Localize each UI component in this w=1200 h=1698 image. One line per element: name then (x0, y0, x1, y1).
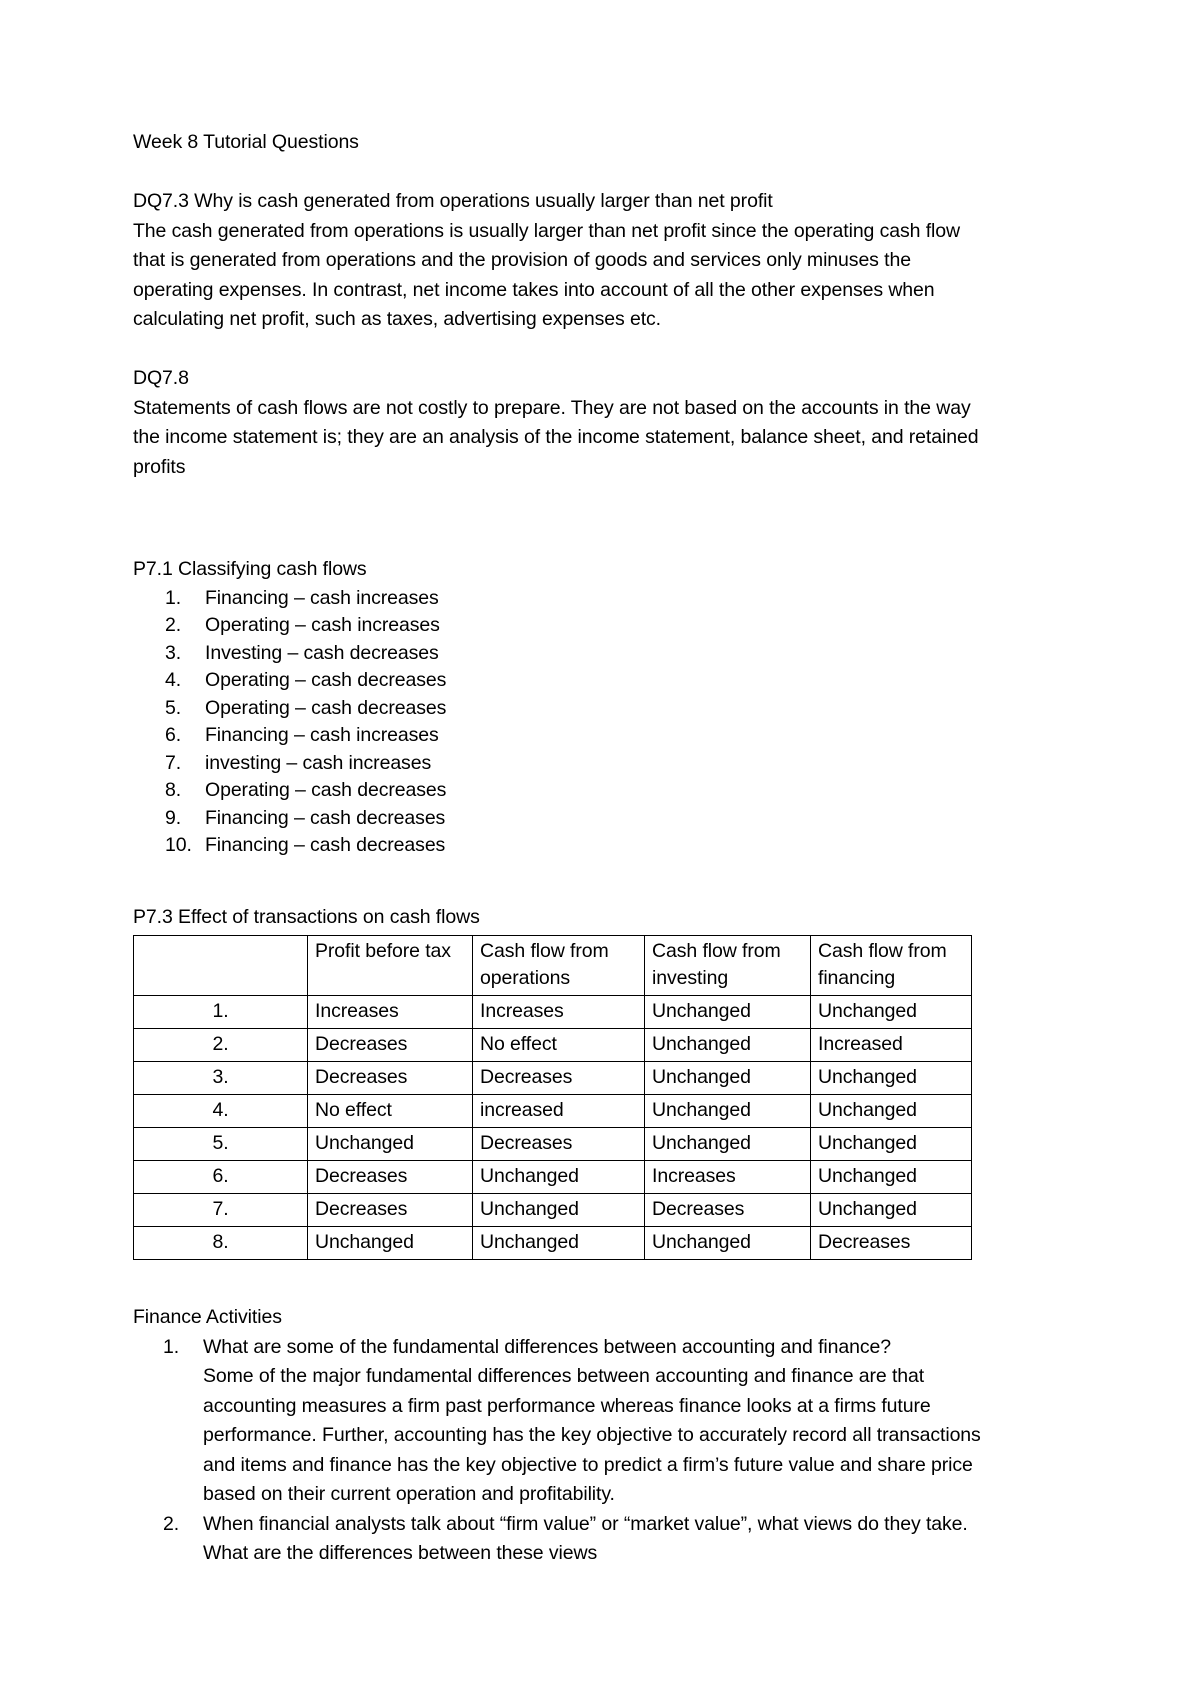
list-item (133, 722, 991, 750)
list-item-number: 4. (165, 669, 182, 691)
table-cell: Decreases (308, 1061, 473, 1094)
list-item-label: Operating – cash decreases (205, 669, 447, 691)
table-cell: Unchanged (811, 1094, 972, 1127)
table-cell: Increases (645, 1160, 811, 1193)
table-cell: Increases (473, 995, 645, 1028)
table-cell: Decreases (308, 1160, 473, 1193)
spacer (133, 889, 991, 903)
table-cell: Decreases (645, 1193, 811, 1226)
table-cell: Unchanged (645, 1094, 811, 1127)
table-cell: Unchanged (811, 1160, 972, 1193)
table-cell: Decreases (308, 1193, 473, 1226)
table-row (134, 1127, 972, 1160)
list-item-number: 6. (165, 724, 182, 746)
table-cell: Unchanged (473, 1226, 645, 1259)
table-cell: Unchanged (645, 995, 811, 1028)
spacer (133, 860, 991, 890)
p73-heading: P7.3 Effect of transactions on cash flows (133, 906, 480, 928)
list-item (133, 832, 991, 860)
list-item (133, 695, 991, 723)
table-row (134, 1061, 972, 1094)
document-body (133, 128, 991, 1569)
table-cell: Unchanged (645, 1028, 811, 1061)
list-item (133, 640, 991, 668)
dq78-body: Statements of cash flows are not costly to prepare. They are not based on the accounts in the way the income statement is; they are an analysis of the income statement, balance sheet, and retained profits (133, 396, 979, 478)
table-row (134, 995, 972, 1028)
table-row (134, 1094, 972, 1127)
list-item (133, 750, 991, 778)
list-item-answer: Some of the major fundamental differences between accounting and finance are that accounting measures a firm past performance whereas finance looks at a firms future performance. Further, accounting has the key objective to accurately record all transactions and items and finance has the key objective to predict a firm’s future value and share price based on their current operation and profitability. (203, 1365, 981, 1505)
table-cell: No effect (473, 1028, 645, 1061)
list-item-label: Financing – cash decreases (205, 834, 446, 856)
spacer (133, 541, 991, 555)
list-item (133, 1510, 991, 1569)
table-cell: increased (473, 1094, 645, 1127)
table-cell: Decreases (308, 1028, 473, 1061)
table-row-number: 5. (134, 1127, 308, 1160)
table-row-number: 2. (134, 1028, 308, 1061)
list-item-label: Financing – cash increases (205, 586, 439, 609)
table-cell: Unchanged (811, 1061, 972, 1094)
table-row-number: 3. (134, 1061, 308, 1094)
list-item-label: Operating – cash decreases (205, 696, 447, 719)
dq78-heading: DQ7.8 (133, 367, 189, 389)
list-item-number: 8. (165, 779, 182, 801)
table-cell: Unchanged (645, 1127, 811, 1160)
list-item-label: investing – cash increases (205, 751, 432, 774)
list-item-label: Investing – cash decreases (205, 641, 439, 664)
table-cell: No effect (308, 1094, 473, 1127)
spacer (133, 482, 991, 512)
list-item-number: 10. (165, 834, 192, 856)
table-cell: Unchanged (645, 1226, 811, 1259)
table-body (134, 995, 972, 1259)
table-cell: Unchanged (811, 1127, 972, 1160)
list-item (133, 667, 991, 695)
table-cell: Decreases (473, 1061, 645, 1094)
finance-activities-list (133, 1333, 991, 1569)
finance-activities-heading: Finance Activities (133, 1306, 282, 1328)
spacer (133, 335, 991, 365)
table-cell: Unchanged (308, 1226, 473, 1259)
table-row (134, 1193, 972, 1226)
effect-of-transactions-table (133, 935, 972, 1260)
dq73-heading: DQ7.3 Why is cash generated from operations usually larger than net profit (133, 190, 773, 212)
table-row (134, 1028, 972, 1061)
list-item (133, 585, 991, 613)
table-cell: Unchanged (473, 1193, 645, 1226)
table-row-number: 4. (134, 1094, 308, 1127)
list-item-number: 7. (165, 751, 182, 774)
table-row-number: 8. (134, 1226, 308, 1259)
spacer (133, 158, 991, 188)
table-cell: Unchanged (645, 1061, 811, 1094)
list-item-number: 9. (165, 806, 182, 829)
table-header-cell: Cash flow from investing (645, 935, 811, 995)
list-item-question: When financial analysts talk about “firm value” or “market value”, what views do they take. What are the differences between these views (203, 1512, 968, 1564)
table-cell: Increases (308, 995, 473, 1028)
list-item-question: What are some of the fundamental differences between accounting and finance? (203, 1335, 891, 1358)
p71-classifying-list (133, 585, 991, 860)
table-header-cell: Profit before tax (308, 935, 473, 995)
table-cell: Unchanged (811, 995, 972, 1028)
p71-heading: P7.1 Classifying cash flows (133, 558, 367, 580)
table-cell: Decreases (473, 1127, 645, 1160)
table-header-row (134, 935, 972, 995)
list-item-number: 5. (165, 696, 182, 719)
list-item-label: Financing – cash decreases (205, 806, 446, 829)
list-item (133, 612, 991, 640)
dq73-body: The cash generated from operations is usually larger than net profit since the operating cash flow that is generated from operations and the provision of goods and services only minuses the operating expenses. In contrast, net income takes into account of all the other expenses when calculating net profit, such as taxes, advertising expenses etc. (133, 219, 961, 330)
list-item-number: 1. (163, 1335, 180, 1358)
spacer (133, 1289, 991, 1303)
list-item-label: Operating – cash decreases (205, 779, 447, 801)
table-header (134, 935, 972, 995)
table-row-number: 1. (134, 995, 308, 1028)
list-item-number: 3. (165, 641, 182, 664)
table-cell: Unchanged (811, 1193, 972, 1226)
spacer (133, 512, 991, 542)
list-item-label: Financing – cash increases (205, 724, 439, 746)
table-cell: Unchanged (473, 1160, 645, 1193)
page-title: Week 8 Tutorial Questions (133, 131, 359, 153)
list-item-number: 1. (165, 586, 182, 609)
table-row (134, 1226, 972, 1259)
list-item-number: 2. (165, 614, 182, 636)
spacer (133, 1260, 991, 1290)
list-item-number: 2. (163, 1512, 180, 1535)
table-header-cell: Cash flow from financing (811, 935, 972, 995)
list-item-label: Operating – cash increases (205, 614, 440, 636)
table-header-cell: Cash flow from operations (473, 935, 645, 995)
table-header-cell-blank (134, 935, 308, 995)
list-item (133, 1333, 991, 1510)
list-item (133, 805, 991, 833)
list-item (133, 777, 991, 805)
table-row-number: 6. (134, 1160, 308, 1193)
table-cell: Decreases (811, 1226, 972, 1259)
table-row (134, 1160, 972, 1193)
table-cell: Increased (811, 1028, 972, 1061)
table-row-number: 7. (134, 1193, 308, 1226)
table-cell: Unchanged (308, 1127, 473, 1160)
